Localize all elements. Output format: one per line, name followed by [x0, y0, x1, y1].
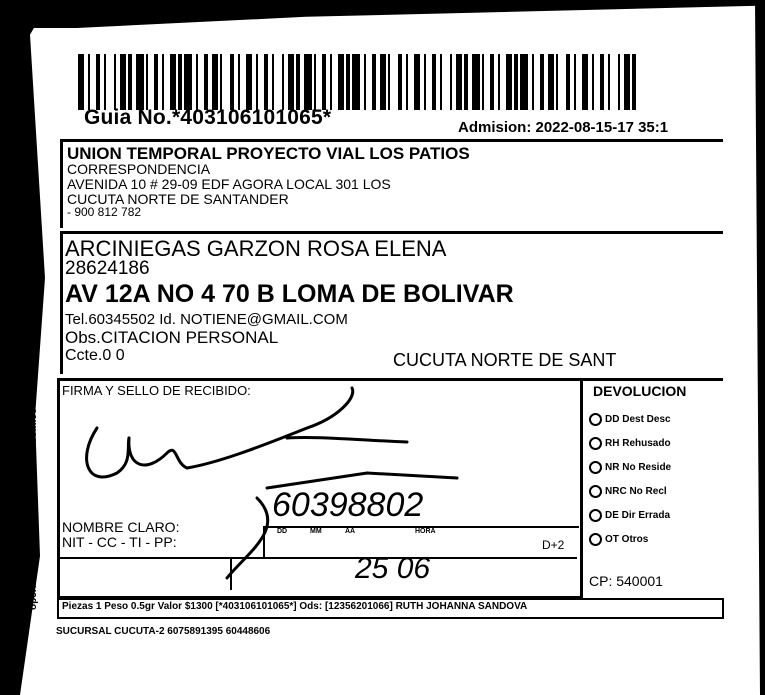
- barcode-bar: [514, 54, 518, 110]
- barcode-bar: [178, 54, 182, 110]
- barcode-bar: [264, 54, 268, 110]
- shipment-details-text: Piezas 1 Peso 0.5gr Valor $1300 [*403106101065*] Ods: [12356201066] RUTH JOHANNA SANDOVA: [62, 601, 528, 612]
- devolucion-option[interactable]: DE Dir Errada: [589, 509, 670, 522]
- handwritten-number: 60398802: [272, 486, 424, 524]
- barcode-bar: [88, 54, 90, 110]
- barcode-bar: [372, 54, 376, 110]
- d2-label: D+2: [542, 538, 565, 552]
- postal-code: CP: 540001: [589, 573, 663, 589]
- barcode-bar: [246, 54, 252, 110]
- barcode-bar: [322, 54, 326, 110]
- barcode-bar: [624, 54, 630, 110]
- signature-title: FIRMA Y SELLO DE RECIBIDO:: [62, 383, 251, 398]
- barcode-bar: [482, 54, 484, 110]
- date-label-mm: MM: [310, 528, 322, 535]
- barcode-bar: [204, 54, 208, 110]
- sender-nit: - 900 812 782: [67, 205, 142, 219]
- barcode-bar: [364, 54, 366, 110]
- radio-circle-icon: [589, 437, 602, 450]
- barcode-bar: [440, 54, 442, 110]
- barcode-bar: [600, 54, 604, 110]
- admision-date: Admision: 2022-08-15-17 35:1: [458, 119, 669, 136]
- date-label-dd: DD: [277, 528, 288, 535]
- barcode-bar: [314, 54, 316, 110]
- date-label-hora: HORA: [415, 528, 436, 535]
- barcode-bar: [414, 54, 420, 110]
- barcode-bar: [388, 54, 390, 110]
- barcode-bar: [456, 54, 462, 110]
- barcode-bar: [506, 54, 512, 110]
- recipient-contact: Tel.60345502 Id. NOTIENE@GMAIL.COM: [65, 311, 348, 328]
- barcode-bar: [154, 54, 158, 110]
- barcode-bar: [146, 54, 148, 110]
- devolucion-option[interactable]: DD Dest Desc: [589, 413, 671, 426]
- radio-circle-icon: [589, 509, 602, 522]
- barcode-bar: [114, 54, 116, 110]
- barcode-bar: [490, 54, 494, 110]
- barcode-bar: [608, 54, 610, 110]
- barcode-bar: [632, 54, 636, 110]
- guia-number: Guia No.*403106101065*: [84, 106, 332, 129]
- barcode-bar: [120, 54, 126, 110]
- barcode-bar: [432, 54, 436, 110]
- barcode-bar: [520, 54, 528, 110]
- radio-circle-icon: [589, 413, 602, 426]
- barcode-bar: [338, 54, 344, 110]
- barcode-bar: [592, 54, 594, 110]
- barcode-bar: [582, 54, 588, 110]
- barcode-bar: [556, 54, 558, 110]
- radio-circle-icon: [589, 461, 602, 474]
- barcode-bar: [352, 54, 360, 110]
- barcode-bar: [282, 54, 284, 110]
- branch-info: SUCURSAL CUCUTA-2 6075891395 60448606: [56, 626, 271, 637]
- barcode-bar: [296, 54, 300, 110]
- barcode-bar: [96, 54, 100, 110]
- barcode-bar: [162, 54, 164, 110]
- devolucion-option[interactable]: NRC No Recl: [589, 485, 667, 498]
- barcode-bar: [238, 54, 240, 110]
- barcode-bar: [170, 54, 176, 110]
- barcode-bar: [498, 54, 500, 110]
- barcode-bar: [406, 54, 408, 110]
- barcode-bar: [574, 54, 576, 110]
- sender-address: AVENIDA 10 # 29-09 EDF AGORA LOCAL 301 LOS: [67, 176, 391, 192]
- recipient-block: [60, 231, 723, 374]
- radio-circle-icon: [589, 485, 602, 498]
- barcode-bar: [398, 54, 402, 110]
- barcode-bar: [330, 54, 332, 110]
- barcode: [78, 54, 640, 110]
- barcode-bar: [424, 54, 426, 110]
- devolucion-box: [580, 378, 723, 596]
- sender-dept: CORRESPONDENCIA: [67, 161, 211, 177]
- sender-city: CUCUTA NORTE DE SANTANDER: [67, 191, 289, 207]
- barcode-bar: [78, 54, 84, 110]
- barcode-bar: [464, 54, 468, 110]
- barcode-bar: [230, 54, 234, 110]
- barcode-bar: [272, 54, 274, 110]
- date-label-aa: AA: [345, 528, 356, 535]
- barcode-bar: [212, 54, 218, 110]
- side-email: operacionescucuta@prontoenvios.com.co: [28, 407, 39, 610]
- recipient-id: 28624186: [65, 258, 150, 279]
- barcode-bar: [618, 54, 620, 110]
- recipient-address: AV 12A NO 4 70 B LOMA DE BOLIVAR: [65, 280, 514, 308]
- barcode-bar: [566, 54, 570, 110]
- barcode-bar: [196, 54, 198, 110]
- scan-edge-right: [740, 0, 765, 695]
- barcode-bar: [532, 54, 534, 110]
- devolucion-option[interactable]: NR No Reside: [589, 461, 671, 474]
- barcode-bar: [220, 54, 222, 110]
- barcode-bar: [548, 54, 554, 110]
- nombre-label: NOMBRE CLARO:: [62, 519, 180, 535]
- barcode-bar: [346, 54, 350, 110]
- barcode-bar: [472, 54, 480, 110]
- barcode-bar: [288, 54, 294, 110]
- recipient-city: CUCUTA NORTE DE SANT: [393, 350, 617, 370]
- barcode-bar: [128, 54, 132, 110]
- recipient-ccte: Ccte.0 0: [65, 347, 125, 364]
- barcode-bar: [304, 54, 312, 110]
- barcode-bar: [380, 54, 386, 110]
- nit-label: NIT - CC - TI - PP:: [62, 534, 177, 550]
- handwritten-signature: [57, 378, 577, 593]
- devolucion-option[interactable]: OT Otros: [589, 533, 648, 546]
- barcode-bar: [184, 54, 192, 110]
- barcode-bar: [450, 54, 452, 110]
- shipment-details: [57, 598, 724, 619]
- barcode-bar: [540, 54, 544, 110]
- sender-name: UNION TEMPORAL PROYECTO VIAL LOS PATIOS: [67, 144, 470, 163]
- devolucion-title: DEVOLUCION: [593, 383, 687, 399]
- recipient-name: ARCINIEGAS GARZON ROSA ELENA: [65, 236, 447, 261]
- barcode-bar: [104, 54, 106, 110]
- recipient-obs: Obs.CITACION PERSONAL: [65, 328, 279, 347]
- scan-edge-top: [0, 0, 765, 28]
- radio-circle-icon: [589, 533, 602, 546]
- handwritten-time: 25 06: [355, 552, 431, 585]
- barcode-bar: [256, 54, 258, 110]
- sender-block: [60, 139, 723, 228]
- scan-edge-left: [0, 0, 50, 695]
- devolucion-option[interactable]: RH Rehusado: [589, 437, 671, 450]
- barcode-bar: [136, 54, 144, 110]
